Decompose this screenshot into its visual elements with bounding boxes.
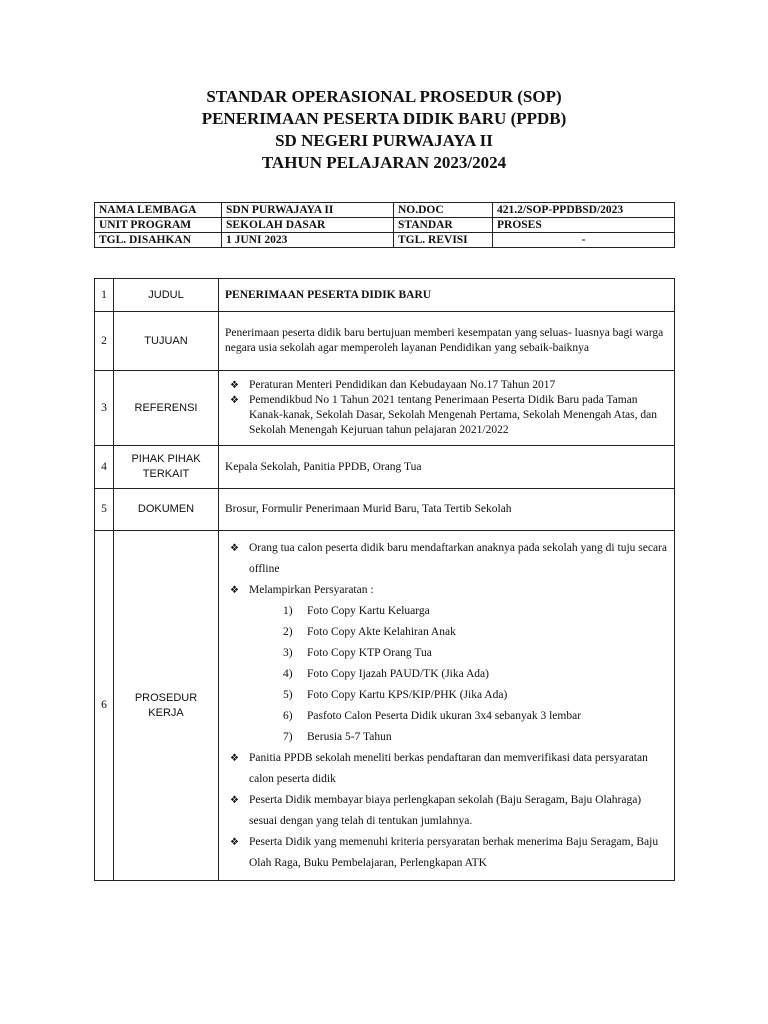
table-row <box>95 531 675 881</box>
item-number: 3) <box>283 646 293 659</box>
list-item: ❖ Peserta Didik membayar biaya perlengkapan sekolah (Baju Seragam, Baju Olahraga) sesuai dengan yang telah di tentukan jumlahnya. <box>225 790 668 832</box>
requirements-heading: Melampirkan Persyaratan : <box>249 583 374 596</box>
row-number: 4 <box>95 446 114 489</box>
list-item <box>283 685 668 706</box>
list-item: ❖ Peraturan Menteri Pendidikan dan Kebudayaan No.17 Tahun 2017 <box>225 378 668 393</box>
table-row <box>95 279 675 312</box>
procedure-list <box>225 538 668 874</box>
item-text: Foto Copy KTP Orang Tua <box>307 646 432 659</box>
list-item <box>283 706 668 727</box>
meta-cell: SDN PURWAJAYA II <box>222 203 394 218</box>
row-content: Penerimaan peserta didik baru bertujuan memberi kesempatan yang seluas- luasnya bagi warga negara usia sekolah agar memperoleh layanan Pendidikan yang sebaik-baiknya <box>219 312 675 371</box>
meta-cell: 1 JUNI 2023 <box>222 233 394 248</box>
meta-cell: PROSES <box>493 218 675 233</box>
document-meta-table <box>94 202 675 248</box>
item-text: Foto Copy Kartu KPS/KIP/PHK (Jika Ada) <box>307 688 508 701</box>
meta-row <box>95 218 675 233</box>
item-number: 7) <box>283 730 293 743</box>
row-content: Brosur, Formulir Penerimaan Murid Baru, Tata Tertib Sekolah <box>219 489 675 531</box>
item-text: Berusia 5-7 Tahun <box>307 730 392 743</box>
reference-list <box>225 378 668 438</box>
title-line-3: SD NEGERI PURWAJAYA II <box>275 131 493 150</box>
list-item <box>225 580 668 748</box>
row-number: 3 <box>95 371 114 446</box>
row-number: 6 <box>95 531 114 881</box>
meta-cell: NO.DOC <box>394 203 493 218</box>
list-item <box>283 727 668 748</box>
meta-row <box>95 203 675 218</box>
table-row <box>95 446 675 489</box>
list-item <box>283 622 668 643</box>
list-item: ❖ Peserta Didik yang memenuhi kriteria persyaratan berhak menerima Baju Seragam, Baju Olah Raga, Buku Pembelajaran, Perlengkapan ATK <box>225 832 668 874</box>
item-number: 6) <box>283 709 293 722</box>
meta-cell: - <box>493 233 675 248</box>
meta-cell: SEKOLAH DASAR <box>222 218 394 233</box>
requirements-list <box>249 601 668 748</box>
sop-main-table <box>94 278 675 881</box>
meta-cell: UNIT PROGRAM <box>95 218 222 233</box>
row-label: PIHAK PIHAK TERKAIT <box>114 446 219 489</box>
item-text: Foto Copy Ijazah PAUD/TK (Jika Ada) <box>307 667 489 680</box>
item-number: 5) <box>283 688 293 701</box>
document-title <box>0 86 768 174</box>
meta-cell: TGL. DISAHKAN <box>95 233 222 248</box>
meta-cell: STANDAR <box>394 218 493 233</box>
row-content: PENERIMAAN PESERTA DIDIK BARU <box>219 279 675 312</box>
row-number: 5 <box>95 489 114 531</box>
row-label: PROSEDUR KERJA <box>114 531 219 881</box>
item-number: 1) <box>283 604 293 617</box>
list-item: ❖ Orang tua calon peserta didik baru mendaftarkan anaknya pada sekolah yang di tuju secara offline <box>225 538 668 580</box>
meta-row <box>95 233 675 248</box>
title-line-4: TAHUN PELAJARAN 2023/2024 <box>261 153 507 172</box>
title-line-1: STANDAR OPERASIONAL PROSEDUR (SOP) <box>206 87 562 106</box>
list-item: ❖ Panitia PPDB sekolah meneliti berkas pendaftaran dan memverifikasi data persyaratan calon peserta didik <box>225 748 668 790</box>
row-label: DOKUMEN <box>114 489 219 531</box>
title-line-2: PENERIMAAN PESERTA DIDIK BARU (PPDB) <box>201 109 567 128</box>
item-text: Foto Copy Kartu Keluarga <box>307 604 430 617</box>
row-number: 2 <box>95 312 114 371</box>
meta-cell: NAMA LEMBAGA <box>95 203 222 218</box>
list-item <box>283 664 668 685</box>
row-label: TUJUAN <box>114 312 219 371</box>
list-item <box>283 643 668 664</box>
row-number: 1 <box>95 279 114 312</box>
table-row <box>95 312 675 371</box>
item-number: 4) <box>283 667 293 680</box>
row-content <box>219 371 675 446</box>
item-text: Pasfoto Calon Peserta Didik ukuran 3x4 sebanyak 3 lembar <box>307 709 582 722</box>
row-label: JUDUL <box>114 279 219 312</box>
table-row <box>95 371 675 446</box>
meta-cell: 421.2/SOP-PPDBSD/2023 <box>493 203 675 218</box>
list-item: ❖ Pemendikbud No 1 Tahun 2021 tentang Penerimaan Peserta Didik Baru pada Taman Kanak-kanak, Sekolah Dasar, Sekolah Mengenah Pertama, Sekolah Menengah Atas, dan Sekolah Menengah Kejuruan tahun pelajaran 2021/2022 <box>225 393 668 438</box>
row-content <box>219 531 675 881</box>
row-label: REFERENSI <box>114 371 219 446</box>
item-number: 2) <box>283 625 293 638</box>
list-item <box>283 601 668 622</box>
meta-cell: TGL. REVISI <box>394 233 493 248</box>
item-text: Foto Copy Akte Kelahiran Anak <box>307 625 456 638</box>
row-content: Kepala Sekolah, Panitia PPDB, Orang Tua <box>219 446 675 489</box>
table-row <box>95 489 675 531</box>
